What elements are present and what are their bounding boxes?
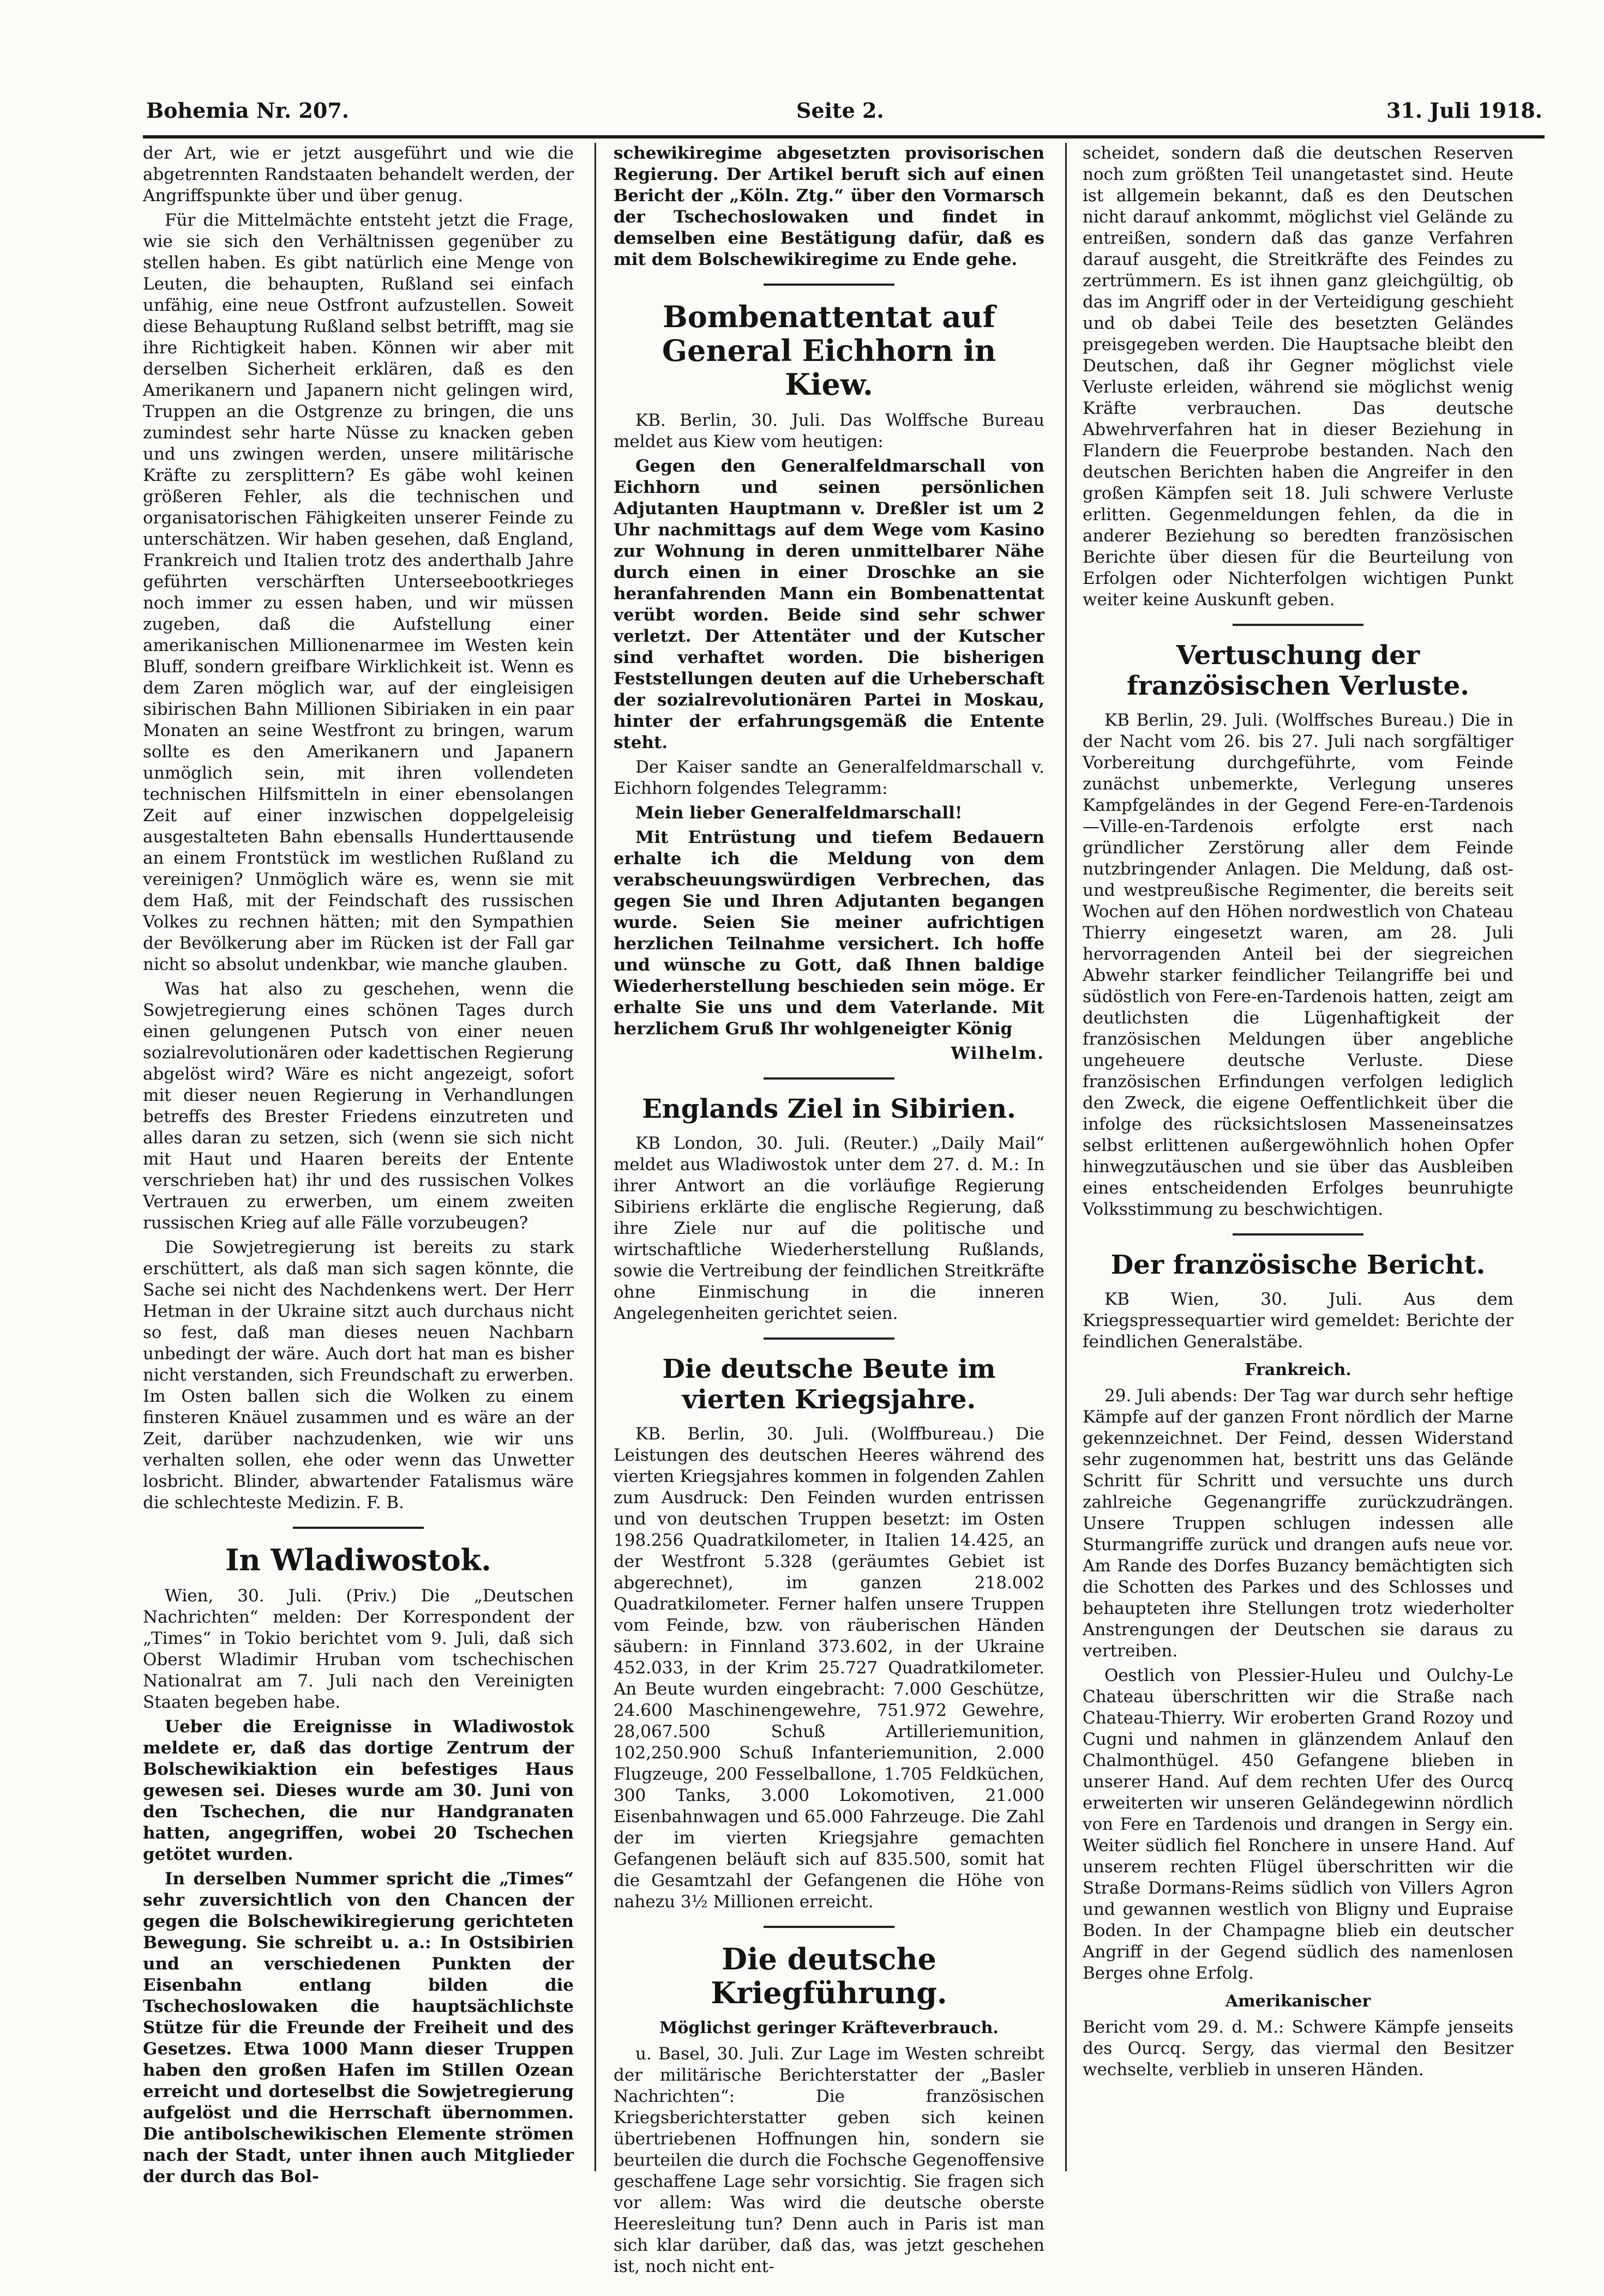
article-paragraph: Gegen den Generalfeldmarschall von Eichhorn und seinen persönlichen Adjutanten Hauptmann v. Dreßler ist um 2 Uhr nachmittags auf dem Wege vom Kasino zur Wohnung in deren unmittelbarer Nähe durch einen in einer Droschke an sie heranfahrenden Mann ein Bombenattentat verübt worden. Beide sind sehr schwer verletzt. Der Attentäter und der Kutscher sind verhaftet worden. Die bisherigen Feststellungen deuten auf die Urheberschaft der sozialrevolutionären Partei in Moskau, hinter der erfahrungsgemäß die Entente steht. (614, 456, 1044, 752)
article-paragraph: Der Kaiser sandte an Generalfeldmarschall v. Eichhorn folgendes Telegramm: (614, 757, 1044, 798)
column-3 (1083, 143, 1513, 2080)
page-number: Seite 2. (796, 98, 884, 123)
article-paragraph: KB London, 30. Juli. (Reuter.) „Daily Mail“ meldet aus Wladiwostok unter dem 27. d. M.: In ihrer Antwort an die vorläufige Regierung Sibiriens erklärte die englische Regierung, daß ihre Ziele nur auf die politische und wirtschaftliche Wiederherstellung Rußlands, sowie die Vertreibung der feindlichen Streitkräfte ohne Einmischung in die inneren Angelegenheiten gerichtet seien. (614, 1134, 1044, 1323)
headline-englands-ziel: Englands Ziel in Sibirien. (642, 1094, 1016, 1124)
article-paragraph: Was hat also zu geschehen, wenn die Sowjetregierung eines schönen Tages durch einen gelungenen Putsch von einer neuen sozialrevolutionären oder kadettischen Regierung abgelöst wird? Wäre es nicht angezeigt, sofort mit dieser neuen Regierung in Verhandlungen betreffs des Brester Friedens einzutreten und alles daran zu setzen, sich (wenn sie sich nicht mit Haut und Haaren bereits der Entente verschrieben hat) ihr und des russischen Volkes Vertrauen zu erwerben, um einem zweiten russischen Krieg auf alle Fälle vorzubeugen? (143, 979, 574, 1233)
newspaper-issue: Bohemia Nr. 207. (146, 98, 350, 123)
column-divider-2 (1065, 143, 1067, 2171)
page-header (146, 98, 1542, 131)
article-paragraph: KB. Berlin, 30. Juli. Das Wolffsche Bureau meldet aus Kiew vom heutigen: (614, 411, 1044, 451)
article-paragraph: Ueber die Ereignisse in Wladiwostok meldete er, daß das dortige Zentrum der Bolschewikiaktion ein befestiges Haus gewesen sei. Dieses wurde am 30. Juni von den Tschechen, die nur Handgranaten hatten, angegriffen, wobei 20 Tschechen getötet wurden. (143, 1717, 574, 1864)
article-paragraph: Die Sowjetregierung ist bereits zu stark erschüttert, als daß man sich sagen könnte, die Sache sei nicht des Nachdenkens wert. Der Herr Hetman in der Ukraine sitzt auch durchaus nicht so fest, daß man dieses neuen Nachbarn unbedingt der wäre. Auch dort hat man es bisher nicht verstanden, sich Freundschaft zu erwerben. Im Osten ballen sich die Wolken zu einem finsteren Knäuel zusammen und es wäre an der Zeit, darüber nachzudenken, wie wir uns verhalten sollen, ehe oder wenn das Unwetter losbricht. Blinder, abwartender Fatalismus wäre die schlechteste Medizin. F. B. (143, 1238, 574, 1512)
article-separator (764, 284, 894, 286)
headline-vertuschung: Vertuschung der französischen Verluste. (1126, 640, 1469, 701)
headline-bombenattentat: Bombenattentat auf General Eichhorn in Kiew. (662, 299, 996, 402)
header-rule (143, 135, 1545, 138)
subheadline-kraefteverbrauch: Möglichst geringer Kräfteverbrauch. (659, 2018, 999, 2038)
article-separator (764, 1926, 894, 1928)
headline-deutsche-beute: Die deutsche Beute im vierten Kriegsjahre. (662, 1354, 996, 1415)
article-separator (764, 1337, 894, 1340)
article-paragraph: In derselben Nummer spricht die „Times“ sehr zuversichtlich von den Chancen der gegen die Bolschewikiregierung gerichteten Bewegung. Sie schreibt u. a.: In Ostsibirien und an verschiedenen Punkten der Eisenbahn entlang bilden die Tschechoslowaken die hauptsächlichste Stütze für die Freunde der Freiheit und des Gesetzes. Etwa 1000 Mann dieser Truppen haben den großen Hafen im Stillen Ozean erreicht und dorteselbst die Sowjetregierung aufgelöst und die Herrschaft übernommen. Die antibolschewikischen Elemente strömen nach der Stadt, unter ihnen auch Mitglieder der durch das Bol- (143, 1869, 574, 2186)
headline-franzoesischer-bericht: Der französische Bericht. (1110, 1250, 1486, 1280)
column-2 (614, 143, 1044, 2276)
telegram-text: Mit Entrüstung und tiefem Bedauern erhalte ich die Meldung von dem verabscheuungswürdigen Verbrechen, das gegen Sie und Ihren Adjutanten begangen wurde. Seien Sie meiner aufrichtigen herzlichen Teilnahme versichert. Ich hoffe und wünsche zu Gott, daß Ihnen baldige Wiederherstellung beschieden sein möge. Er erhalte Sie uns und dem Vaterlande. Mit herzlichem Gruß Ihr wohlgeneigter König (614, 828, 1044, 1039)
article-separator (1233, 624, 1363, 626)
article-paragraph: KB. Berlin, 30. Juli. (Wolffbureau.) Die Leistungen des deutschen Heeres während des vierten Kriegsjahres kommen in folgenden Zahlen zum Ausdruck: Den Feinden wurden entrissen und von deutschen Truppen besetzt: im Osten 198.256 Quadratkilometer, in Italien 14.425, an der Westfront 5.328 (geräumtes Gebiet ist abgerechnet), im ganzen 218.002 Quadratkilometer. Ferner halfen unsere Truppen vom Feinde, bzw. von räuberischen Händen säubern: in Finnland 373.602, in der Ukraine 452.033, in der Krim 25.727 Quadratkilometer. An Beute wurden eingebracht: 7.000 Geschütze, 24.600 Maschinengewehre, 751.972 Gewehre, 28,067.500 Schuß Artilleriemunition, 102,250.900 Schuß Infanteriemunition, 2.000 Flugzeuge, 200 Fesselballone, 1.705 Feldküchen, 300 Tanks, 3.000 Lokomotiven, 21.000 Eisenbahnwagen und 65.000 Fahrzeuge. Die Zahl der im vierten Kriegsjahre gemachten Gefangenen beläuft sich auf 835.500, somit hat die Gesamtzahl der Gefangenen die Höhe von nahezu 3½ Millionen erreicht. (614, 1424, 1044, 1912)
article-separator (1233, 1233, 1363, 1236)
article-paragraph: 29. Juli abends: Der Tag war durch sehr heftige Kämpfe auf der ganzen Front nördlich der Marne gekennzeichnet. Der Feind, dessen Widerstand sehr zugenommen hat, bestritt uns das Gelände Schritt für Schritt und versuchte uns durch zahlreiche Gegenangriffe zurückzudrängen. Unsere Truppen schlugen indessen alle Sturmangriffe zurück und drangen aufs neue vor. Am Rande des Dorfes Buzancy bemächtigten sich die Schotten des Parkes und des Schlosses und behaupteten ihre Stellungen trotz wiederholter Anstrengungen der Deutschen sie daraus zu vertreiben. (1083, 1386, 1513, 1661)
subheadline-frankreich: Frankreich. (1245, 1360, 1351, 1379)
article-paragraph: Oestlich von Plessier-Huleu und Oulchy-Le Chateau überschritten wir die Straße nach Chateau-Thierry. Wir eroberten Grand Rozoy und Cugni und nahmen in glänzendem Anlauf den Chalmonthügel. 450 Gefangene blieben in unserer Hand. Auf dem rechten Ufer des Ourcq erweiterten wir unseren Geländegewinn nördlich von Fere en Tardenois und drangen in Sergy ein. Weiter südlich fiel Ronchere in unsere Hand. Auf unserem rechten Flügel überschritten wir die Straße Dormans-Reims südlich von Villers Agron und gewannen westlich von Bligny und Eupraise Boden. In der Champagne blieb ein deutscher Angriff in der Gegend südlich des namenlosen Berges ohne Erfolg. (1083, 1666, 1513, 1983)
headline-kriegfuehrung: Die deutsche Kriegführung. (711, 1942, 947, 2010)
headline-wladiwostok: In Wladiwostok. (225, 1542, 491, 1577)
article-paragraph: KB Berlin, 29. Juli. (Wolffsches Bureau.) Die in der Nacht vom 26. bis 27. Juli nach sorgfältiger Vorbereitung durchgeführte, vom Feinde zunächst unbemerkte, Verlegung unseres Kampfgeländes in der Gegend Fere-en-Tardenois—Ville-en-Tardenois erfolgte erst nach gründlicher Zerstörung aller dem Feinde nutzbringender Anlagen. Die Meldung, daß ost- und westpreußische Regimenter, die bereits seit Wochen auf den Höhen nordwestlich von Chateau Thierry eingesetzt waren, am 28. Juli hervorragenden Anteil bei der siegreichen Abwehr starker feindlicher Teilangriffe bei und südöstlich von Fere-en-Tardenois hatten, zeigt am deutlichsten die Lügenhaftigkeit der französischen Meldungen über angebliche ungeheuere deutsche Verluste. Diese französischen Erfindungen verfolgen lediglich den Zweck, die eigene Oeffentlichkeit über die infolge des rücksichtslosen Masseneinsatzes selbst erlittenen außergewöhnlich hohen Opfer hinwegzutäuschen und sie über das Ausbleiben eines entscheidenden Erfolges beunruhigte Volksstimmung zu beschwichtigen. (1083, 710, 1513, 1219)
article-paragraph: Für die Mittelmächte entsteht jetzt die Frage, wie sie sich den Verhältnissen gegenüber zu stellen haben. Es gibt natürlich eine Menge von Leuten, die behaupten, Rußland sei einfach unfähig, eine neue Ostfront aufzustellen. Soweit diese Behauptung Rußland selbst betrifft, mag sie ihre Richtigkeit haben. Können wir aber mit derselben Sicherheit erklären, daß es den Amerikanern und Japanern nicht gelingen wird, Truppen an die Ostgrenze zu bringen, die uns zumindest sehr harte Nüsse zu knacken geben und uns zwingen werden, unsere militärische Kräfte zu zersplittern? Es gäbe wohl keinen größeren Fehler, als die technischen und organisatorischen Fähigkeiten unserer Feinde zu unterschätzen. Wir haben gesehen, daß England, Frankreich und Italien trotz des anderthalb Jahre geführten verschärften Unterseebootkrieges noch immer zu essen haben, und wir müssen zugeben, daß die Aufstellung einer amerikanischen Millionenarmee im Westen kein Bluff, sondern greifbare Wirklichkeit ist. Wenn es dem Zaren möglich war, auf der eingleisigen sibirischen Bahn Millionen Sibiriaken in ein paar Monaten an seine Westfront zu bringen, warum sollte es den Amerikanern und Japanern unmöglich sein, mit ihren vollendeten technischen Hilfsmitteln in einer ebensolangen Zeit auf einer inzwischen doppelgeleisig ausgestalteten Bahn ebensalls Hunderttausende an einem Frontstück im westlichen Rußland zu vereinigen? Unmöglich wäre es, wenn sie mit dem Haß, mit der Feindschaft des russischen Volkes zu rechnen hätten; mit den Sympathien der Bevölkerung aber im Rücken ist der Fall gar nicht so absolut undenkbar, wie manche glauben. (143, 210, 574, 974)
column-divider-1 (594, 143, 596, 2171)
issue-date: 31. Juli 1918. (1386, 98, 1542, 123)
article-paragraph: Wien, 30. Juli. (Priv.) Die „Deutschen Nachrichten“ melden: Der Korrespondent der „Times“ in Tokio berichtet vom 9. Juli, daß sich Oberst Wladimir Hruban vom tschechischen Nationalrat am 7. Juli nach den Vereinigten Staaten begeben habe. (143, 1586, 574, 1712)
article-paragraph: der Art, wie er jetzt ausgeführt und wie die abgetrennten Randstaaten behandelt werden, der Angriffspunkte über und über genug. (143, 143, 574, 206)
article-paragraph: schewikiregime abgesetzten provisorischen Regierung. Der Artikel beruft sich auf einen Bericht der „Köln. Ztg.“ über den Vormarsch der Tschechoslowaken und findet in demselben eine Bestätigung dafür, daß es mit dem Bolschewikiregime zu Ende gehe. (614, 143, 1044, 269)
telegram-signature: Wilhelm. (951, 1044, 1044, 1063)
article-paragraph: u. Basel, 30. Juli. Zur Lage im Westen schreibt der militärische Berichterstatter der „Basler Nachrichten“: Die französischen Kriegsberichterstatter geben sich keinen übertriebenen Hoffnungen hin, sondern sie beurteilen die durch die Fochsche Gegenoffensive geschaffene Lage sehr vorsichtig. Sie fragen sich vor allem: Was wird die deutsche oberste Heeresleitung tun? Denn auch in Paris ist man sich klar darüber, daß das, was jetzt geschehen ist, noch nicht ent- (614, 2044, 1044, 2276)
article-paragraph: Bericht vom 29. d. M.: Schwere Kämpfe jenseits des Ourcq. Sergy, das viermal den Besitzer wechselte, verblieb in unseren Händen. (1083, 2017, 1513, 2080)
article-paragraph: KB Wien, 30. Juli. Aus dem Kriegspressequartier wird gemeldet: Berichte der feindlichen Generalstäbe. (1083, 1289, 1513, 1352)
article-paragraph: scheidet, sondern daß die deutschen Reserven noch zum größten Teil unangetastet sind. Heute ist allgemein bekannt, daß es den Deutschen nicht darauf ankommt, möglichst viel Gelände zu entreißen, sondern daß das ganze Verfahren darauf ausgeht, die Streitkräfte des Feindes zu zertrümmern. Es ist ihnen ganz gleichgültig, ob das im Angriff oder in der Verteidigung geschieht und ob dabei Teile des besetzten Geländes preisgegeben werden. Die Hauptsache bleibt den Deutschen, daß ihr Gegner möglichst viele Verluste erleiden, während sie möglichst wenig Kräfte verbrauchen. Das deutsche Abwehrverfahren hat in dieser Beziehung in Flandern die Feuerprobe bestanden. Nach den deutschen Berichten haben die Angreifer in den großen Kämpfen seit 18. Juli schwere Verluste erlitten. Gegenmeldungen fehlen, da die in anderer Beziehung so beredten französischen Berichte über diesen für die Beurteilung von Erfolgen oder Nichterfolgen wichtigen Punkt weiter keine Auskunft geben. (1083, 143, 1513, 610)
subheadline-amerikanischer: Amerikanischer (1225, 1992, 1371, 2011)
article-separator (764, 1077, 894, 1080)
telegram-salutation: Mein lieber Generalfeldmarschall! (635, 803, 963, 823)
article-separator (293, 1527, 424, 1529)
column-1 (143, 143, 574, 2186)
